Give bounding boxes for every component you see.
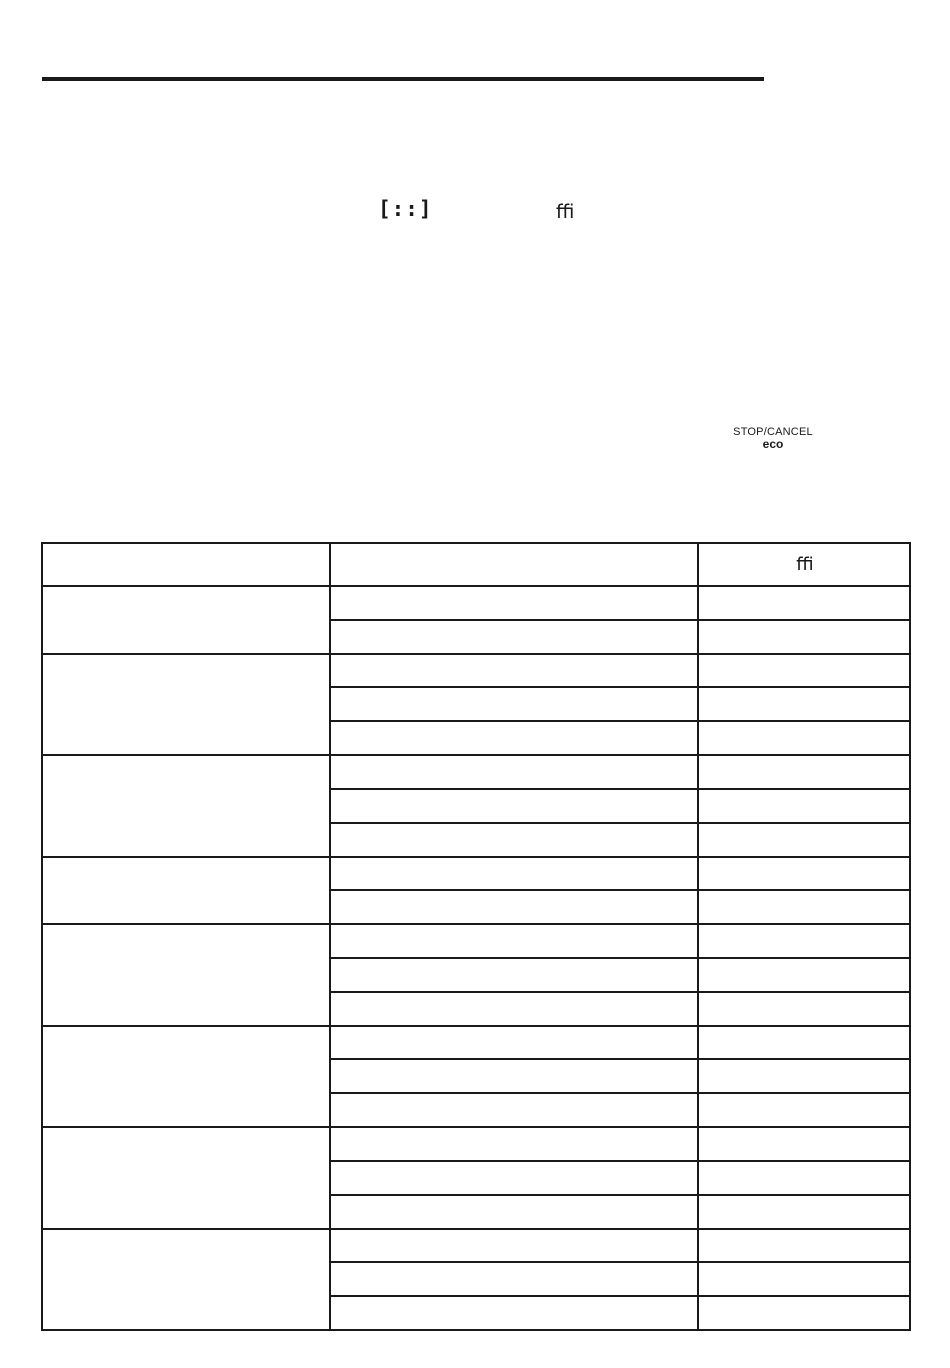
table-row bbox=[331, 754, 909, 788]
table-row bbox=[331, 889, 909, 923]
table-row bbox=[331, 1261, 909, 1295]
table-row bbox=[331, 856, 909, 890]
program-table bbox=[41, 542, 911, 1331]
table-row bbox=[331, 653, 909, 687]
table-row bbox=[331, 991, 909, 1025]
table-row bbox=[331, 1295, 909, 1329]
table-group-cell bbox=[43, 1025, 329, 1126]
table-row bbox=[331, 1058, 909, 1092]
table-group-cell bbox=[43, 1126, 329, 1227]
section-rule bbox=[42, 77, 764, 81]
table-row bbox=[331, 585, 909, 619]
intro-text: ﬃ bbox=[556, 202, 575, 223]
button-label: STOP/CANCEL bbox=[733, 426, 813, 438]
table-group-cell bbox=[43, 653, 329, 754]
table-row bbox=[331, 1228, 909, 1262]
table-group-cell bbox=[43, 1228, 329, 1329]
table-row bbox=[331, 619, 909, 653]
table-group-cell bbox=[43, 856, 329, 924]
table-row bbox=[331, 822, 909, 856]
table-group-cell bbox=[43, 923, 329, 1024]
table-row bbox=[331, 1126, 909, 1160]
display-segment-icon: [::] bbox=[378, 197, 433, 221]
button-sublabel: eco bbox=[762, 437, 784, 451]
table-row bbox=[331, 1194, 909, 1228]
table-row bbox=[331, 720, 909, 754]
table-row bbox=[331, 923, 909, 957]
table-row bbox=[331, 1092, 909, 1126]
table-row bbox=[331, 788, 909, 822]
table-row bbox=[331, 686, 909, 720]
header-cell: ﬃ bbox=[796, 554, 814, 574]
table-row bbox=[331, 1025, 909, 1059]
table-row bbox=[331, 1160, 909, 1194]
table-row bbox=[331, 957, 909, 991]
stop-cancel-eco-button bbox=[726, 426, 820, 451]
table-group-cell bbox=[43, 585, 329, 653]
table-group-cell bbox=[43, 754, 329, 855]
